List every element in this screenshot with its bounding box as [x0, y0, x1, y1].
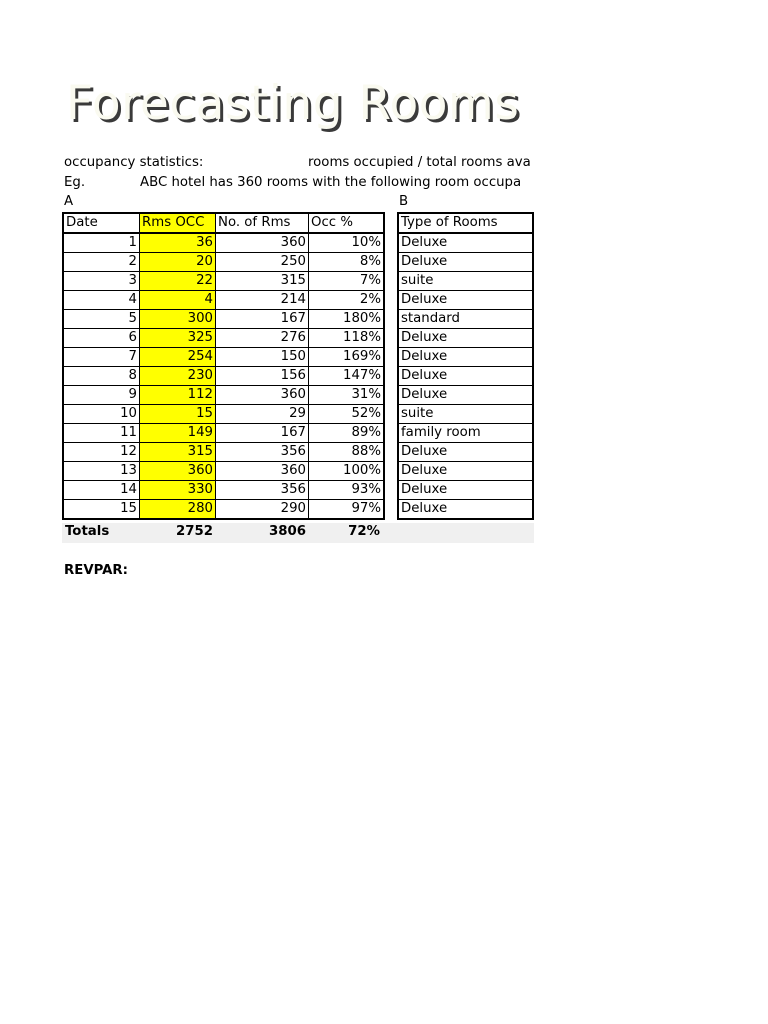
cell-no-of-rms: 29 [216, 405, 309, 424]
room-type-table-row [398, 443, 533, 462]
room-type-table-row [398, 500, 533, 520]
cell-no-of-rms: 276 [216, 329, 309, 348]
cell-date: 6 [63, 329, 140, 348]
header-type-of-rooms: Type of Rooms [398, 213, 533, 233]
occupancy-table-row [63, 500, 384, 520]
cell-date: 12 [63, 443, 140, 462]
revpar-label: REVPAR: [64, 563, 128, 578]
occupancy-table-row [63, 233, 384, 253]
cell-room-type: family room [398, 424, 533, 443]
cell-rms-occ: 330 [140, 481, 216, 500]
cell-date: 3 [63, 272, 140, 291]
room-type-table-row [398, 272, 533, 291]
cell-occ-pct: 180% [309, 310, 385, 329]
room-type-table-row [398, 329, 533, 348]
cell-rms-occ: 4 [140, 291, 216, 310]
cell-occ-pct: 31% [309, 386, 385, 405]
occupancy-table-row [63, 253, 384, 272]
cell-no-of-rms: 356 [216, 481, 309, 500]
occupancy-formula: rooms occupied / total rooms ava [308, 155, 531, 170]
occupancy-table-row [63, 481, 384, 500]
cell-occ-pct: 169% [309, 348, 385, 367]
cell-room-type: Deluxe [398, 348, 533, 367]
cell-date: 10 [63, 405, 140, 424]
header-occ-pct: Occ % [309, 213, 385, 233]
totals-occ-pct: 72% [348, 524, 380, 539]
cell-occ-pct: 88% [309, 443, 385, 462]
cell-rms-occ: 15 [140, 405, 216, 424]
cell-no-of-rms: 315 [216, 272, 309, 291]
cell-rms-occ: 149 [140, 424, 216, 443]
cell-occ-pct: 147% [309, 367, 385, 386]
cell-rms-occ: 230 [140, 367, 216, 386]
section-b-label: B [399, 194, 409, 209]
cell-no-of-rms: 156 [216, 367, 309, 386]
cell-room-type: Deluxe [398, 481, 533, 500]
cell-occ-pct: 7% [309, 272, 385, 291]
cell-occ-pct: 118% [309, 329, 385, 348]
cell-date: 13 [63, 462, 140, 481]
occupancy-table-row [63, 462, 384, 481]
room-type-table-row [398, 233, 533, 253]
cell-date: 7 [63, 348, 140, 367]
cell-date: 11 [63, 424, 140, 443]
room-type-table-row [398, 367, 533, 386]
cell-rms-occ: 280 [140, 500, 216, 520]
header-no-of-rms: No. of Rms [216, 213, 309, 233]
room-type-table-row [398, 405, 533, 424]
cell-no-of-rms: 360 [216, 462, 309, 481]
cell-rms-occ: 315 [140, 443, 216, 462]
cell-occ-pct: 93% [309, 481, 385, 500]
cell-no-of-rms: 167 [216, 310, 309, 329]
cell-occ-pct: 10% [309, 233, 385, 253]
cell-date: 1 [63, 233, 140, 253]
occupancy-table-row [63, 367, 384, 386]
cell-room-type: standard [398, 310, 533, 329]
cell-no-of-rms: 167 [216, 424, 309, 443]
occupancy-table-row [63, 386, 384, 405]
totals-rms-occ: 2752 [175, 524, 213, 539]
occupancy-table-row [63, 310, 384, 329]
room-type-table-row [398, 253, 533, 272]
cell-occ-pct: 2% [309, 291, 385, 310]
cell-date: 5 [63, 310, 140, 329]
cell-rms-occ: 325 [140, 329, 216, 348]
cell-room-type: Deluxe [398, 233, 533, 253]
cell-date: 9 [63, 386, 140, 405]
cell-no-of-rms: 290 [216, 500, 309, 520]
room-type-table-row [398, 481, 533, 500]
totals-no-of-rms: 3806 [268, 524, 306, 539]
occupancy-table-row [63, 291, 384, 310]
cell-no-of-rms: 356 [216, 443, 309, 462]
occupancy-table-row [63, 405, 384, 424]
occupancy-table [62, 212, 385, 520]
room-type-table-row [398, 462, 533, 481]
room-type-table-row [398, 291, 533, 310]
section-a-label: A [64, 194, 74, 209]
cell-date: 8 [63, 367, 140, 386]
cell-occ-pct: 89% [309, 424, 385, 443]
cell-date: 14 [63, 481, 140, 500]
header-date: Date [63, 213, 140, 233]
cell-room-type: Deluxe [398, 329, 533, 348]
cell-rms-occ: 360 [140, 462, 216, 481]
cell-date: 15 [63, 500, 140, 520]
header-rms-occ: Rms OCC [140, 213, 216, 233]
cell-room-type: Deluxe [398, 253, 533, 272]
room-type-table-header [398, 213, 533, 233]
room-type-table-row [398, 386, 533, 405]
page-title: Forecasting Rooms [66, 76, 520, 131]
occupancy-table-row [63, 272, 384, 291]
cell-no-of-rms: 360 [216, 233, 309, 253]
cell-rms-occ: 22 [140, 272, 216, 291]
occupancy-table-row [63, 443, 384, 462]
occupancy-table-row [63, 424, 384, 443]
cell-occ-pct: 52% [309, 405, 385, 424]
totals-row [62, 523, 534, 543]
occupancy-table-row [63, 348, 384, 367]
cell-no-of-rms: 150 [216, 348, 309, 367]
cell-rms-occ: 36 [140, 233, 216, 253]
room-type-table-row [398, 310, 533, 329]
cell-rms-occ: 300 [140, 310, 216, 329]
cell-room-type: Deluxe [398, 443, 533, 462]
example-text: ABC hotel has 360 rooms with the following room occupa [140, 175, 522, 190]
cell-room-type: suite [398, 405, 533, 424]
room-type-table-row [398, 348, 533, 367]
occupancy-statistics-label: occupancy statistics: [64, 155, 204, 170]
cell-room-type: Deluxe [398, 500, 533, 520]
cell-room-type: Deluxe [398, 386, 533, 405]
occupancy-table-row [63, 329, 384, 348]
cell-rms-occ: 20 [140, 253, 216, 272]
cell-date: 2 [63, 253, 140, 272]
cell-rms-occ: 112 [140, 386, 216, 405]
cell-no-of-rms: 360 [216, 386, 309, 405]
example-label: Eg. [64, 175, 86, 190]
cell-date: 4 [63, 291, 140, 310]
cell-rms-occ: 254 [140, 348, 216, 367]
cell-occ-pct: 97% [309, 500, 385, 520]
room-type-table [397, 212, 534, 520]
cell-room-type: Deluxe [398, 462, 533, 481]
cell-room-type: Deluxe [398, 291, 533, 310]
cell-occ-pct: 100% [309, 462, 385, 481]
occupancy-table-header [63, 213, 384, 233]
cell-room-type: Deluxe [398, 367, 533, 386]
room-type-table-row [398, 424, 533, 443]
cell-room-type: suite [398, 272, 533, 291]
totals-label: Totals [65, 524, 110, 539]
cell-no-of-rms: 250 [216, 253, 309, 272]
cell-no-of-rms: 214 [216, 291, 309, 310]
cell-occ-pct: 8% [309, 253, 385, 272]
